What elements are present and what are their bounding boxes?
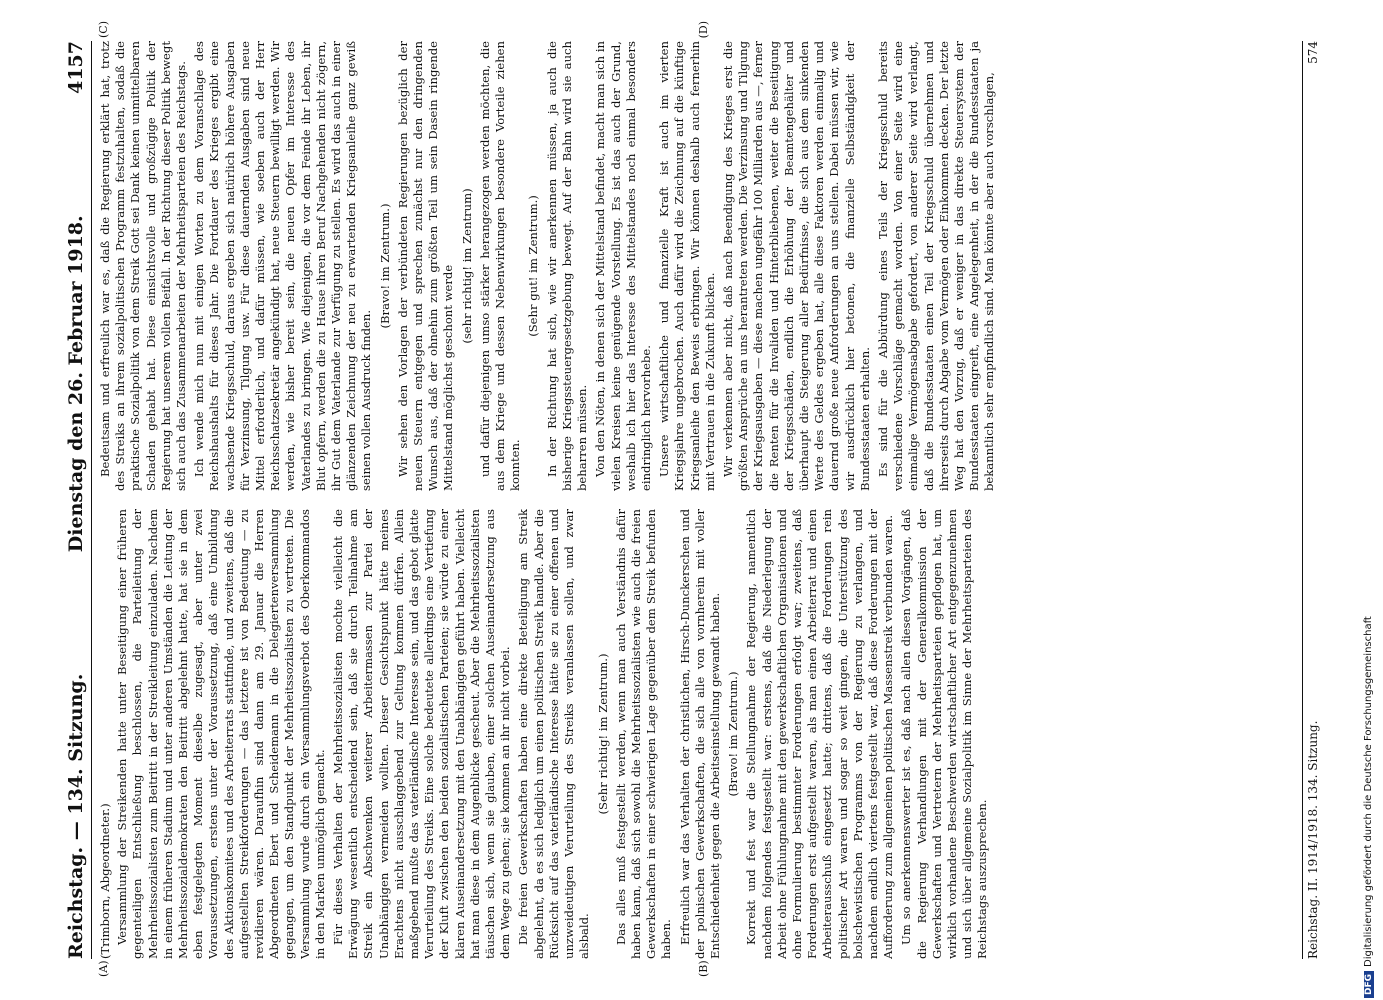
left-paragraph: Um so anerkennenswerter ist es, daß nach allen diesen Vorgängen, daß die Regierung Verhandlungen mit der Generalkommission der Gewerkschaften und Vertretern der Mehrheitsparteien gepflogen hat, um wirklich vorhandene Beschwerden wirtschaftlicher Art entgegenzunehmen und sich über allgemeine Sozialpolitik im Sinne der Mehrheitsparteien des Reichstags auszusprechen. (899, 509, 990, 959)
right-paragraph: Unsere wirtschaftliche und finanzielle Kraft ist auch im vierten Kriegsjahre ungebrochen. Auch dafür wird die Zeichnung auf die künftige Kriegsanleihe den Beweis erbringen. Wir können deshalb auch fernerhin mit Vertrauen in die Zukunft blicken. (657, 41, 717, 491)
dfg-stamp (1363, 6, 1381, 998)
interjection: (Sehr gut! im Zentrum.) (526, 195, 541, 337)
interjection: (Bravo! im Zentrum.) (726, 671, 741, 797)
interjection: (Bravo! im Zentrum.) (377, 203, 392, 329)
interjection: (sehr richtig! im Zentrum) (459, 188, 474, 344)
right-paragraph: Von den Nöten, in denen sich der Mittelstand befindet, macht man sich in vielen Kreisen keine genügende Vorstellung. Es ist das auch der Grund, weshalb ich hier das Interesse des Mittelstandes noch einmal besonders eindringlich hervorhebe. (593, 41, 653, 491)
page-footer (1302, 41, 1320, 959)
margin-marker-b: (B) (697, 960, 710, 977)
right-paragraph: Bedeutsam und erfreulich war es, daß die Regierung erklärt hat, trotz des Streiks an ihrem sozialpolitischen Programm festzuhalten, sodaß die praktische Sozialpolitik von dem Streik Gott sei Dank keinen unmittelbaren Schaden gehabt hat. Diese einsichtsvolle und großzügige Politik der Regierung hat unserem vollen Beifall. In der Richtung dieser Politik bewegt sich auch das Zusammenarbeiten der Mehrheitsparteien des Reichstags. (98, 41, 189, 491)
right-paragraph: Es sind für die Abbürdung eines Teils der Kriegsschuld bereits verschiedene Vorschläge gemacht worden. Von einer Seite wird eine einmalige Vermögensabgabe gefordert, von anderer Seite wird verlangt, daß die Bundesstaaten einen Teil der Kriegsschuld übernehmen und ihrerseits durch Abgabe vom Vermögen oder Einkommen decken. Der letzte Weg hat den Vorzug, daß er weniger in das direkte Steuersystem der Bundesstaaten eingreift, eine Angelegenheit, in der die Bundesstaaten ja bekanntlich sehr empfindlich sind. Man könnte aber auch vorschlagen, (875, 41, 997, 491)
left-paragraph: Für dieses Verhalten der Mehrheitssozialisten mochte vielleicht die Erwägung wesentlich entscheidend sein, daß sie durch Teilnahme am Streik ein Abschwenken weiterer Arbeitermassen zur Partei der Unabhängigen vermeiden wollten. Dieser Gesichtspunkt hätte meines Erachtens nicht ausschlaggebend zur Geltung kommen dürfen. Allein maßgebend mußte das vaterländische Interesse sein, und das gebot glatte Verurteilung des Streiks. Eine solche bedeutete allerdings eine Vertiefung der Kluft zwischen den beiden sozialistischen Parteien; sie würde zu einer klaren Auseinandersetzung mit den Unabhängigen geführt haben. Vielleicht hat man diese in dem Augenblicke gescheut. Aber die Mehrheitssozialisten täuschen sich, wenn sie glauben, einer solchen Auseinandersetzung aus dem Wege zu gehen; sie kommen an ihr nicht vorbei. (331, 509, 513, 959)
dfg-logo: DFG (1364, 971, 1374, 998)
right-paragraph: Ich wende mich nun mit einigen Worten zu dem Voranschlage des Reichshaushalts für dieses Jahr. Die Fortdauer des Krieges ergibt eine wachsende Kriegsschuld, daraus ergeben sich natürlich höhere Ausgaben für Verzinsung, Tilgung usw. Für diese dauernden Ausgaben sind neue Mittel erforderlich, und dafür müssen, wie soeben auch der Herr Reichsschatzsekretär angekündigt hat, neue Steuern bewilligt werden. Wir werden, wie bisher bereit sein, die neuen Opfer im Interesse des Vaterlandes zu bringen. Wie diejenigen, die vor dem Feinde ihr Leben, ihr Blut opfern, werden die zu Hause ihren Beruf Nachgehenden nicht zögern, ihr Gut dem Vaterlande zur Verfügung zu stellen. Es wird das auch in einer glänzenden Zeichnung der neu zu erwartenden Kriegsanleihe ganz gewiß seinen vollen Ausdruck finden. (192, 41, 374, 491)
left-paragraph: Erfreulich war das Verhalten der christlichen, Hirsch-Dunckerschen und der polnischen Gewerkschaften, die sich alle von vornherein mit voller Entschiedenheit gegen die Arbeitseinstellung gewandt haben. (677, 509, 722, 959)
digitization-credit: Digitalisierung gefördert durch die Deutsche Forschungsgemeinschaft (1363, 616, 1374, 967)
left-column (98, 509, 1298, 959)
speaker-line: (Trimborn, Abgeordneter.) (98, 803, 112, 959)
left-paragraph: Versammlung der Streikenden hatte unter Beseitigung einer früheren gegenteiligen Entschließung beschlossen, die Parteileitung der Mehrheitssozialisten zum Beitritt in der Streikleitung einzuladen. Nachdem in einem früheren Stadium und unter anderen Umständen die Leitung der Mehrheitssozialdemokraten den Beitritt abgelehnt hatte, hat sie in dem eben festgelegten Moment dieselbe zugesagt, aber unter zwei Voraussetzungen, erstens unter der Voraussetzung, daß eine Umbildung des Aktionskomitees und des Arbeiterrats stattfinde, und zweitens, daß die aufgestellten Streikforderungen — das letztere ist von Bedeutung — zu revidieren wären. Daraufhin sind dann am 29. Januar die Herren Abgeordneten Ebert und Scheidemann in die Delegiertenversammlung gegangen, um den Standpunkt der Mehrheitssozialisten zu vertreten. Die Versammlung wurde durch ein Versammlungsverbot des Oberkommandos in den Marken unmöglich gemacht. (115, 509, 327, 959)
header-date: Dienstag den 26. Februar 1918. (65, 215, 87, 553)
text-columns (98, 41, 1298, 959)
header-left: Reichstag. — 134. Sitzung. (65, 673, 87, 959)
left-paragraph: Das alles muß festgestellt werden, wenn man auch Verständnis dafür haben kann, daß sich sowohl die Mehrheitssozialisten wie auch die freien Gewerkschaften in einer schwierigen Lage gegenüber dem Streik befunden haben. (613, 509, 674, 959)
page-header (65, 41, 92, 959)
margin-marker-a: (A) (97, 960, 110, 977)
margin-marker-d: (D) (697, 21, 710, 39)
right-column (98, 41, 1298, 491)
margin-marker-c: (C) (97, 21, 110, 38)
footer-right: 574 (1306, 41, 1320, 64)
right-paragraph: Wir sehen den Vorlagen der verbündeten Regierungen bezüglich der neuen Steuern entgegen und sprechen zunächst nur den dringenden Wunsch aus, daß der ohnehin zum größten Teil um sein Dasein ringende Mittelstand möglichst geschont werde (395, 41, 456, 491)
right-paragraph: Wir verkennen aber nicht, daß nach Beendigung des Krieges erst die größten Ansprüche an uns herantreten werden. Die Verzinsung und Tilgung der Kriegsausgaben — diese machen ungefähr 100 Milliarden aus —, ferner die Renten für die Invaliden und Hinterbliebenen, weiter die Beseitigung der Kriegsschäden, endlich die Erhöhung der Beamtengehälter und überhaupt die Steigerung aller Bedürfnisse, die sich aus dem sinkenden Werte des Geldes ergeben hat, alle diese Faktoren werden einmalig und dauernd große neue Anforderungen an uns stellen. Dabei müssen wir, wie wir ausdrücklich hier betonen, die finanzielle Selbständigkeit der Bundesstaaten erhalten. (720, 41, 872, 491)
right-paragraph: und dafür diejenigen umso stärker herangezogen werden möchten, die aus dem Kriege und dessen Nebenwirkungen besondere Vorteile ziehen konnten. (477, 41, 523, 491)
interjection: (Sehr richtig! im Zentrum.) (595, 653, 610, 815)
left-paragraph: Korrekt und fest war die Stellungnahme der Regierung, namentlich nachdem folgendes festgestellt war: erstens, daß die Niederlegung der Arbeit ohne Fühlungnahme mit den gewerkschaftlichen Organisationen und ohne Formulierung bestimmter Forderungen erfolgt war; zweitens, daß Forderungen erst aufgestellt waren, als man einen Arbeiterrat und einen Arbeiterausschuß eingesetzt hatte; drittens, daß die Forderungen rein politischer Art waren und sogar so weit gingen, die Unterstützung des bolschewistischen Programms von der Regierung zu verlangen, und nachdem endlich viertens festgestellt war, daß diese Forderungen mit der Aufforderung zum allgemeinen politischen Massenstreik verbunden waren. (744, 509, 896, 959)
left-paragraph: Die freien Gewerkschaften haben eine direkte Beteiligung am Streik abgelehnt, da es sich lediglich um einen politischen Streik handle. Aber die Rücksicht auf das vaterländische Interesse hätte sie zu einer offenen und unzweideutigen Verurteilung des Streiks veranlassen sollen, und zwar alsbald. (516, 509, 592, 959)
footer-left: Reichstag. II. 1914/1918. 134. Sitzung. (1306, 720, 1320, 959)
scanned-page (57, 21, 1347, 977)
page-number: 4157 (65, 41, 87, 94)
right-paragraph: In der Richtung hat sich, wie wir anerkennen müssen, ja auch die bisherige Kriegssteuergesetzgebung bewegt. Auf der Bahn wird sie auch beharren müssen. (544, 41, 590, 491)
